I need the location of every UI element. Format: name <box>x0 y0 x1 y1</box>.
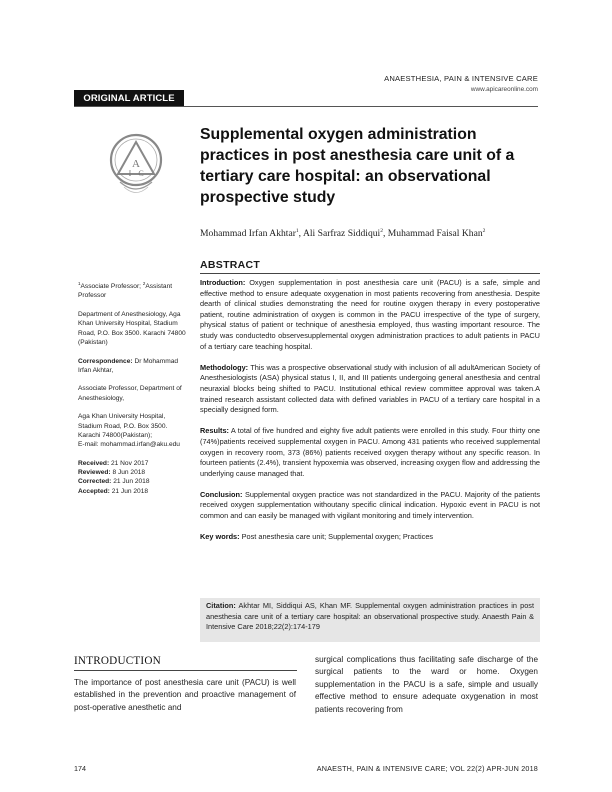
affiliation-department: Department of Anesthesiology, Aga Khan University Hospital, Stadium Road, P.O. Box 3500. Karachi 74800 (Pakistan) <box>78 311 186 346</box>
journal-url[interactable]: www.apicareonline.com <box>470 86 538 93</box>
introduction-paragraph-left: The importance of post anesthesia care unit (PACU) is well established in the prevention and proactive management of post-operative anesthetic and <box>74 678 296 712</box>
introduction-divider <box>74 670 297 671</box>
correspondence-role: Associate Professor, Department of Anesthesiology, <box>78 385 182 402</box>
abstract-body <box>200 278 540 553</box>
abstract-divider <box>200 273 540 274</box>
svg-text:I: I <box>128 169 132 178</box>
section-badge: ORIGINAL ARTICLE <box>74 90 184 107</box>
citation-text: Akhtar MI, Siddiqui AS, Khan MF. Supplemental oxygen administration practices in post anesthesia care unit of a tertiary care hospital: an observational prospective study. Anaesth Pain & Intensive Care 2018;22(2):174-179 <box>206 601 534 632</box>
article-title: Supplemental oxygen administration practices in post anesthesia care unit of a tertiary care hospital: an observational prospective study <box>200 126 515 206</box>
citation-label: Citation: <box>206 601 236 610</box>
author-affiliation-marker: 2 <box>482 228 486 234</box>
header-divider <box>74 106 538 107</box>
author-affiliation-marker: 2 <box>380 228 383 234</box>
introduction-paragraph-right: surgical complications thus facilitating safe discharge of the surgical patients to the ward or home. Oxygen supplementation in the PACU is a safe, simple and usually effective method to ensure adequate oxygenation in most patients recovering from <box>315 655 538 714</box>
page-number: 174 <box>74 764 86 773</box>
author-list: Mohammad Irfan Akhtar$^1$, Ali Sarfraz Siddiqui$^2$, Muhammad Faisal Khan$^2$ <box>200 228 486 240</box>
author-name: Muhammad Faisal Khan <box>387 228 483 240</box>
abstract-results: Results: A total of five hundred and eighty five adult patients were enrolled in this study. Four thirty one (74%)patients received supplemental oxygen in PACU. Among 431 patients who received supplemental oxygen in recovery room, 373 (86%) patients received oxygen therapy without any specific reason. In fourteen patients (2.4%), transient hypoxemia was observed, increasing oxygen flow and addressing the underlying cause managed that. <box>200 426 540 478</box>
article-dates: Received: 21 Nov 2017 Reviewed: 8 Jun 2018 Corrected: 21 Jun 2018 Accepted: 21 Jun 2018 <box>78 459 150 495</box>
author-name: Mohammad Irfan Akhtar <box>200 228 296 240</box>
author-affiliation-marker: 1 <box>295 228 299 234</box>
abstract-conclusion: Conclusion: Supplemental oxygen practice was not standardized in the PACU. Majority of the patients received oxygen supplementation withoutany specific clinical indication. Hypoxic event in PACU is not common and can easily be managed with vigilant monitoring and timely intervention. <box>200 489 540 521</box>
svg-text:C: C <box>138 169 144 178</box>
correspondence-address: Aga Khan University Hospital, Stadium Road, P.O. Box 3500. Karachi 74800(Pakistan); E-mail: mohammad.irfan@aku.edu <box>78 413 180 449</box>
abstract-keywords: Key words: Post anesthesia care unit; Supplemental oxygen; Practices <box>200 532 434 542</box>
abstract-introduction: Introduction: Oxygen supplementation in post anesthesia care unit (PACU) is a safe, simple and effective method to ensure adequate oxygenation in most patients recovering from anesthesia. Despite dearth of clinical studies demonstrating the need for routine oxygen therapy in every postoperative patient, routine administration of oxygen is common in the PACU irrespective of the type of surgery, physical status of patient or technique of anesthesia employed, thus wasting important resource. The study was conductedto observesupplemental oxygen administration practices to adult patients in PACU of a tertiary care teaching hospital. <box>200 278 540 351</box>
citation-box <box>200 598 540 642</box>
correspondence-email[interactable]: E-mail: mohammad.irfan@aku.edu <box>78 441 180 449</box>
svg-text:A: A <box>132 158 140 170</box>
correspondence: Correspondence: Dr Mohammad Irfan Akhtar, <box>78 357 179 374</box>
affiliation-sidebar <box>78 279 190 505</box>
introduction-heading: INTRODUCTION <box>74 655 161 667</box>
author-name: Ali Sarfraz Siddiqui <box>302 228 381 240</box>
journal-name: ANAESTHESIA, PAIN & INTENSIVE CARE <box>384 74 538 83</box>
footer-journal-reference: ANAESTH, PAIN & INTENSIVE CARE; VOL 22(2) APR-JUN 2018 <box>316 764 538 773</box>
abstract-heading: ABSTRACT <box>200 259 261 271</box>
apic-journal-logo-icon <box>108 132 164 202</box>
affiliation-titles: $^1$Associate Professor; $^2$Assistant Professor <box>78 281 173 300</box>
abstract-methodology: Methodology: This was a prospective observational study with inclusion of all adultAmerican Society of Anesthesiologists (ASA) physical status I, II, and III patients undergoing general anesthesia and central neuraxial blocks being shifted to PACU. Institutional ethical review committee approval was taken.A trained research assistant collected data with defined variables in PACU of a tertiary care hospital in a specially designed form. <box>200 362 540 415</box>
